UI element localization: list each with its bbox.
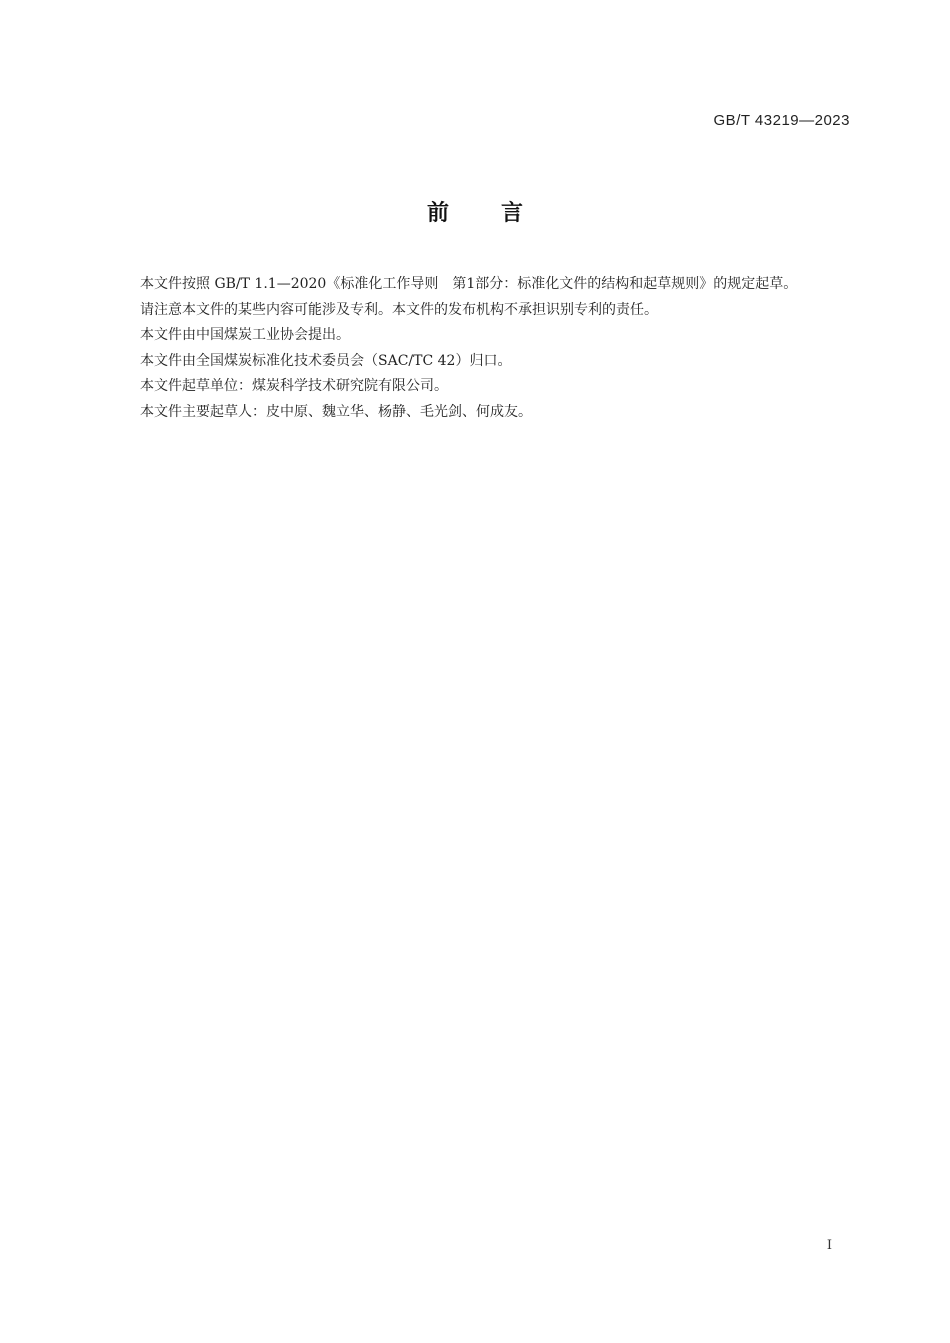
- foreword-paragraph-proposer: 本文件由中国煤炭工业协会提出。: [140, 327, 350, 343]
- page-number: I: [826, 1238, 832, 1253]
- foreword-body: [112, 272, 852, 425]
- foreword-paragraph-drafting: 本文件按照 GB/T 1.1—2020《标准化工作导则 第1部分：标准化文件的结构和起草规则》的规定起草。: [140, 276, 798, 292]
- foreword-paragraph-committee: 本文件由全国煤炭标准化技术委员会（SAC/TC 42）归口。: [140, 352, 512, 369]
- page-title-char-1: 前: [426, 201, 449, 226]
- foreword-paragraph-patent: 请注意本文件的某些内容可能涉及专利。本文件的发布机构不承担识别专利的责任。: [140, 301, 658, 318]
- foreword-paragraph-drafting-unit: 本文件起草单位：煤炭科学技术研究院有限公司。: [140, 378, 448, 394]
- standard-code: GB/T 43219—2023: [713, 112, 850, 129]
- page-title: [0, 196, 950, 227]
- page-title-char-2: 言: [501, 201, 524, 226]
- foreword-paragraph-drafters: 本文件主要起草人：皮中原、魏立华、杨静、毛光剑、何成友。: [140, 403, 532, 420]
